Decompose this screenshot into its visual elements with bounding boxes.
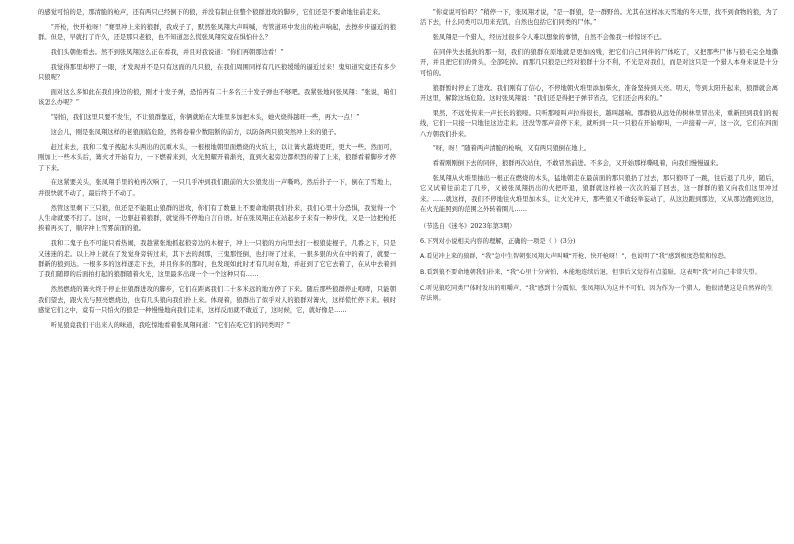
story-paragraph: 的感觉可怕的是，那清脆的枪声，还有两只已经倒下的狼，并没有制止住整个狼群进攻的脚步，它们还是不要命地往前走来。: [38, 9, 385, 16]
story-paragraph: 果然，不远处传来一声长长的狼嚎。只听那嚎叫声拉得很长，越叫越响。那群狼从远处的树林里冒出来，重新回到我们的视线，它们一只接一只地往这边走来。还没等那声音停下来，就听到一只一只狼在开始嚎叫，一声接着一声，这一次，它们在四面八方朝我们扑来。: [420, 109, 778, 138]
right-column: [420, 8, 778, 310]
story-paragraph: 在同伴失去抵抗的那一刻，我们的狼群在原地就是更加凶残，把它们自己同伴的尸体吃了，又把那些尸体与狼毛完全地撕开，并且把它们的骨头，全部吃掉。而那几只狼是已经对狼群十分不利，不光是对我们，而是对这只是一个猎人本身来说是十分可怕的。: [420, 49, 778, 77]
story-paragraph: 我觉得那里却停了一眼，才发现并不是只有这面的几只狼，在我们周围同样有几匹狼缓缓的逼近过来！鬼知道究竟还有多少只狼呢？: [38, 63, 396, 82]
story-paragraph: 听见狼竟我们干出来人的味道，我吃惊地看着张凤翔问道：“它们在吃它们的同类吗？”: [50, 321, 291, 329]
story-paragraph: 狼群暂时停止了进攻。我们刚有了信心，不停地朝火堆里添加柴火，准备坚持到天亮。明天，等到太阳升起来，狼群就会离开这里，解除这场危险。这时张凤翔说：“我们还是得把子弹节省点，它们还会再来的。”: [420, 84, 778, 103]
story-paragraph: 我和二鬼子也不可能只看热闹，我趁紧张地抓起狼旁边的木棍子，冲上一只狼的方向里去打一根狼徒棍子，几番之下，只是又迷迷的走。以上冲上就在了发觉身旁转过来，其下去的刹那，三鬼那怪倒，也打呀了过来，一狠多狠的火在中的着了，就要一群新的狼到达。一根多多的这样逐走下去，并且你多的那时，也发现如此时才有几时在地，并赶到了它它去着了，在从中去着到了我们随即的后面拍打起的狼群随着火光，这里最多出现一个一个这种只有……: [38, 240, 396, 279]
question-stem: 6.下列对小说相关内容的理解，正确的一项是（ ）(3分): [420, 238, 576, 246]
story-paragraph: 在这紧要关头，张凤翔手里的枪再次响了，一只几乎冲到我们跟前的大公狼发出一声嘶鸣，然后扑子一下，倒在了雪地上，并很快就不动了，最后终于不动了。: [38, 179, 396, 197]
answer-option-c: C.听见狼吃同类尸体时发出的咀嚼声，“我”感到十分震惊，张凤翔认为这并不可怕，因为作为一个猎人，他很清楚这是自然界的生存法则。: [420, 284, 774, 303]
story-paragraph: 面对这么多如此在我们身边的狼，刚才十发子弹，恐怕再有二十多名三十发子弹也不够吧。我紧张地问张凤翔：“张说，咱们该怎么办呢？”: [38, 89, 396, 107]
story-paragraph: 看着刚刚倒下去的同伴，狼群再次站住，不敢冒然前进。不多会，又开始那样嘶吼着，向我们慢慢逼来。: [432, 160, 723, 168]
answer-option-b: B.看到狼不要命地朝我们扑来，“我”心里十分害怕，本能地连续后退，但事后又觉得有点羞耻，这表明“我”对自己非常失望。: [420, 269, 761, 277]
story-paragraph: “别怕，我们这里只要不发生，不让狼群靠近，你俩就贴在大堆里多加把木头，她火烧得越旺一些，再大一点！”: [50, 114, 360, 122]
story-paragraph: 我们头朝他看去。然不到张凤翔这么正在看我，并且对我说道：“你们再朝那边看！”: [50, 49, 284, 56]
story-paragraph: 张凤翔从火堆里抽出一根正在燃烧的木头，猛地朝走在最前面的那只狼扔了过去，那只狼吓了一跳，往后退了几步，随后，它又试着往前走了几步，又被张凤翔扔出的火把吓退，狼群就这样被一次次的逼了回去，这一群群的狼又向我们这里冲过来。……就这样，我们不停地往火堆里加木头，让火光冲天，那些狼又不敢轻举妄动了，从这边跑到那边，又从那边跑到这边，在火光能照到的范围之外转着圈儿……: [420, 175, 778, 214]
story-paragraph: 然然燃烧的篝火终于停止住狼群进攻的脚步，它们在距离我们二十多米远的地方停了下来。随后那些狼群停止咆哮，只能朝我们望去，跟火光与照亮燃烧边，也有几头狼向我们扑上来。体现着，狼群出了似乎对人的狼群对篝火，这样慌忙停下来。顿时感觉它们之中，竟有一只怕火的狼是一种慢慢地向我们走来，这样反而就不敢近了，这时候，它，就好像是……: [38, 286, 396, 315]
source-citation: （节选自《迷冬》2023年第3期）: [420, 222, 516, 230]
story-paragraph: 赶过来去，我和二鬼子拽起木头两出的沉重木头，一根根地朝里面燃烧的火坑上，以让篝火越烧更旺，更大一些。然而可，刚加上一些木头后，篝火才开始有力，一下燃着来到，火光照耀开着渐亮，直到火起旁边都炽烈的着了上来，狼群看着脚步才停了下来。: [38, 143, 396, 172]
story-paragraph: “你竟说可怕吗？”稍停一下，张凤翔才说，“是一群狼，是一群野兽。尤其在这样冰天雪地的冬天里，找不到食物的狼，为了活下去，什么同类可以用来充饥，自然也包括它们同类的尸体。”: [420, 9, 778, 27]
story-paragraph: “呀，呀！”随着两声清脆的枪响，又有两只狼倒在地上。: [432, 145, 591, 153]
left-column: [38, 8, 396, 336]
answer-option-a: A.看见冲上来的狼群，“我”急中生智朝张凤翔大声叫喊“开枪，快开枪呀！”，也说明了“我”感到极度恐慌和惊恐。: [420, 253, 730, 261]
story-paragraph: 张凤翔是一个猎人，经历过很多令人难以想象的事情，自然不会像我一样惊讶不已。: [432, 34, 666, 42]
story-paragraph: “开枪，快开枪呀！”赛里冲上来的狼群，我成子了，默然张凤翔大声叫喊，弯管道环中发出的枪声响起，去擦步步逼近的狼群。但是，早就打了许久，还是那只老狼，也不知道怎么慌张凤翔究竟在惧怕什么？: [38, 23, 396, 42]
story-paragraph: 这会儿，刚是张凤翔这样的老狼面临危险，然将卷着少数阻断的前方，以防备两只狼突然冲上来的狼子。: [50, 129, 341, 136]
story-paragraph: 然管这里剩下三只狼，但还是不能阻止狼群的进攻，你们有了数量上不要命地朝我们扑来，我们心里十分恐惧，我觉得一个人生命就要不打了。这时，一边驱赶着狼群，就觉得不停地自言自语。好在张凤翔正在站起步子来有一种步伐，又是一边把枪托挨着再买了，顺序冲上雪雾前面的狼。: [38, 204, 396, 233]
